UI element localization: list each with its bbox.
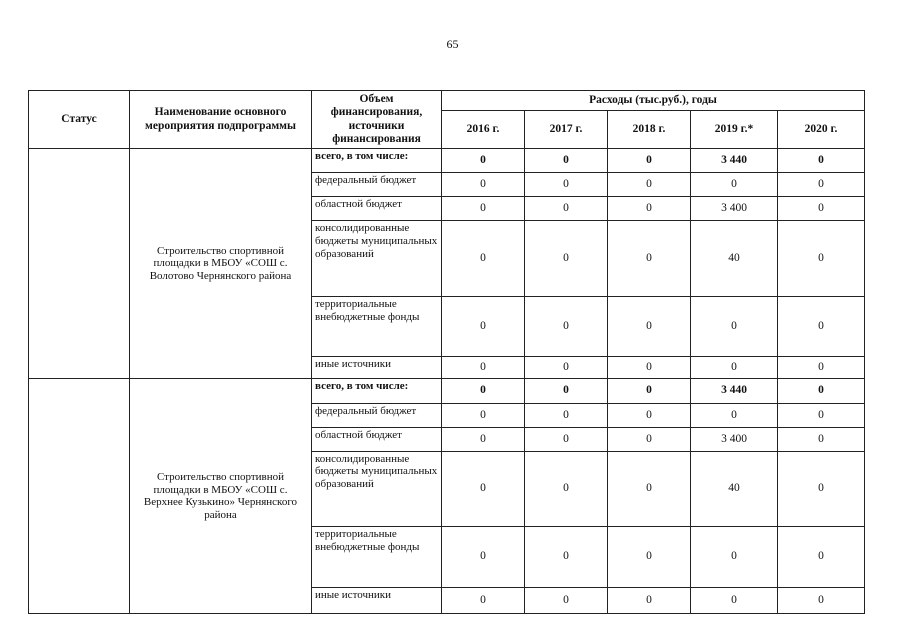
value-cell: 0 [608, 357, 691, 379]
value-cell: 0 [608, 149, 691, 173]
header-year-2017: 2017 г. [525, 111, 608, 149]
value-cell: 0 [608, 379, 691, 403]
value-cell: 40 [691, 451, 778, 526]
value-cell: 0 [525, 427, 608, 451]
funding-source: иные источники [312, 357, 442, 379]
value-cell: 3 400 [691, 427, 778, 451]
value-cell: 0 [778, 527, 865, 587]
value-cell: 0 [691, 587, 778, 613]
funding-source: областной бюджет [312, 427, 442, 451]
page-number: 65 [446, 37, 459, 51]
value-cell: 0 [442, 587, 525, 613]
funding-source: территориальные внебюджетные фонды [312, 527, 442, 587]
value-cell: 0 [778, 296, 865, 356]
header-status: Статус [29, 91, 130, 149]
value-cell: 0 [525, 197, 608, 221]
value-cell: 0 [525, 296, 608, 356]
funding-source: иные источники [312, 587, 442, 613]
measure-name: Строительство спортивной площадки в МБОУ «СОШ с. Волотово Чернянского района [130, 149, 312, 379]
value-cell: 0 [778, 173, 865, 197]
value-cell: 0 [608, 173, 691, 197]
value-cell: 0 [608, 197, 691, 221]
value-cell: 40 [691, 221, 778, 296]
header-name: Наименование основного мероприятия подпрограммы [130, 91, 312, 149]
value-cell: 0 [442, 527, 525, 587]
status-cell [29, 379, 130, 614]
funding-source: всего, в том числе: [312, 149, 442, 173]
value-cell: 0 [442, 357, 525, 379]
value-cell: 0 [442, 296, 525, 356]
value-cell: 0 [525, 221, 608, 296]
value-cell: 3 400 [691, 197, 778, 221]
value-cell: 0 [608, 296, 691, 356]
header-year-2016: 2016 г. [442, 111, 525, 149]
value-cell: 0 [608, 403, 691, 427]
value-cell: 0 [442, 451, 525, 526]
value-cell: 0 [691, 403, 778, 427]
value-cell: 0 [442, 149, 525, 173]
funding-source: федеральный бюджет [312, 173, 442, 197]
value-cell: 0 [778, 587, 865, 613]
value-cell: 0 [778, 379, 865, 403]
funding-source: территориальные внебюджетные фонды [312, 296, 442, 356]
funding-source: консолидированные бюджеты муниципальных образований [312, 451, 442, 526]
value-cell: 0 [691, 527, 778, 587]
value-cell: 0 [442, 173, 525, 197]
value-cell: 0 [608, 451, 691, 526]
value-cell: 0 [442, 403, 525, 427]
value-cell: 0 [442, 379, 525, 403]
header-expenses: Расходы (тыс.руб.), годы [442, 91, 865, 111]
value-cell: 3 440 [691, 379, 778, 403]
funding-source: областной бюджет [312, 197, 442, 221]
status-cell [29, 149, 130, 379]
funding-source: федеральный бюджет [312, 403, 442, 427]
value-cell: 0 [525, 403, 608, 427]
value-cell: 0 [608, 427, 691, 451]
value-cell: 0 [691, 296, 778, 356]
value-cell: 0 [442, 221, 525, 296]
value-cell: 0 [525, 379, 608, 403]
value-cell: 0 [691, 173, 778, 197]
value-cell: 0 [778, 221, 865, 296]
table-row [29, 149, 865, 173]
funding-source: всего, в том числе: [312, 379, 442, 403]
value-cell: 0 [525, 173, 608, 197]
budget-table [28, 90, 865, 614]
value-cell: 0 [691, 357, 778, 379]
header-year-2019: 2019 г.* [691, 111, 778, 149]
value-cell: 0 [525, 149, 608, 173]
header-funding: Объем финансирования, источники финансирования [312, 91, 442, 149]
value-cell: 0 [608, 587, 691, 613]
value-cell: 0 [525, 451, 608, 526]
header-year-2018: 2018 г. [608, 111, 691, 149]
value-cell: 0 [442, 197, 525, 221]
value-cell: 0 [778, 451, 865, 526]
value-cell: 0 [525, 587, 608, 613]
value-cell: 0 [608, 221, 691, 296]
value-cell: 0 [778, 427, 865, 451]
measure-name: Строительство спортивной площадки в МБОУ «СОШ с. Верхнее Кузькино» Чернянского района [130, 379, 312, 614]
value-cell: 0 [778, 357, 865, 379]
value-cell: 0 [525, 527, 608, 587]
table-row [29, 379, 865, 403]
value-cell: 0 [778, 403, 865, 427]
value-cell: 0 [442, 427, 525, 451]
value-cell: 3 440 [691, 149, 778, 173]
value-cell: 0 [525, 357, 608, 379]
value-cell: 0 [778, 197, 865, 221]
value-cell: 0 [778, 149, 865, 173]
header-year-2020: 2020 г. [778, 111, 865, 149]
value-cell: 0 [608, 527, 691, 587]
funding-source: консолидированные бюджеты муниципальных образований [312, 221, 442, 296]
